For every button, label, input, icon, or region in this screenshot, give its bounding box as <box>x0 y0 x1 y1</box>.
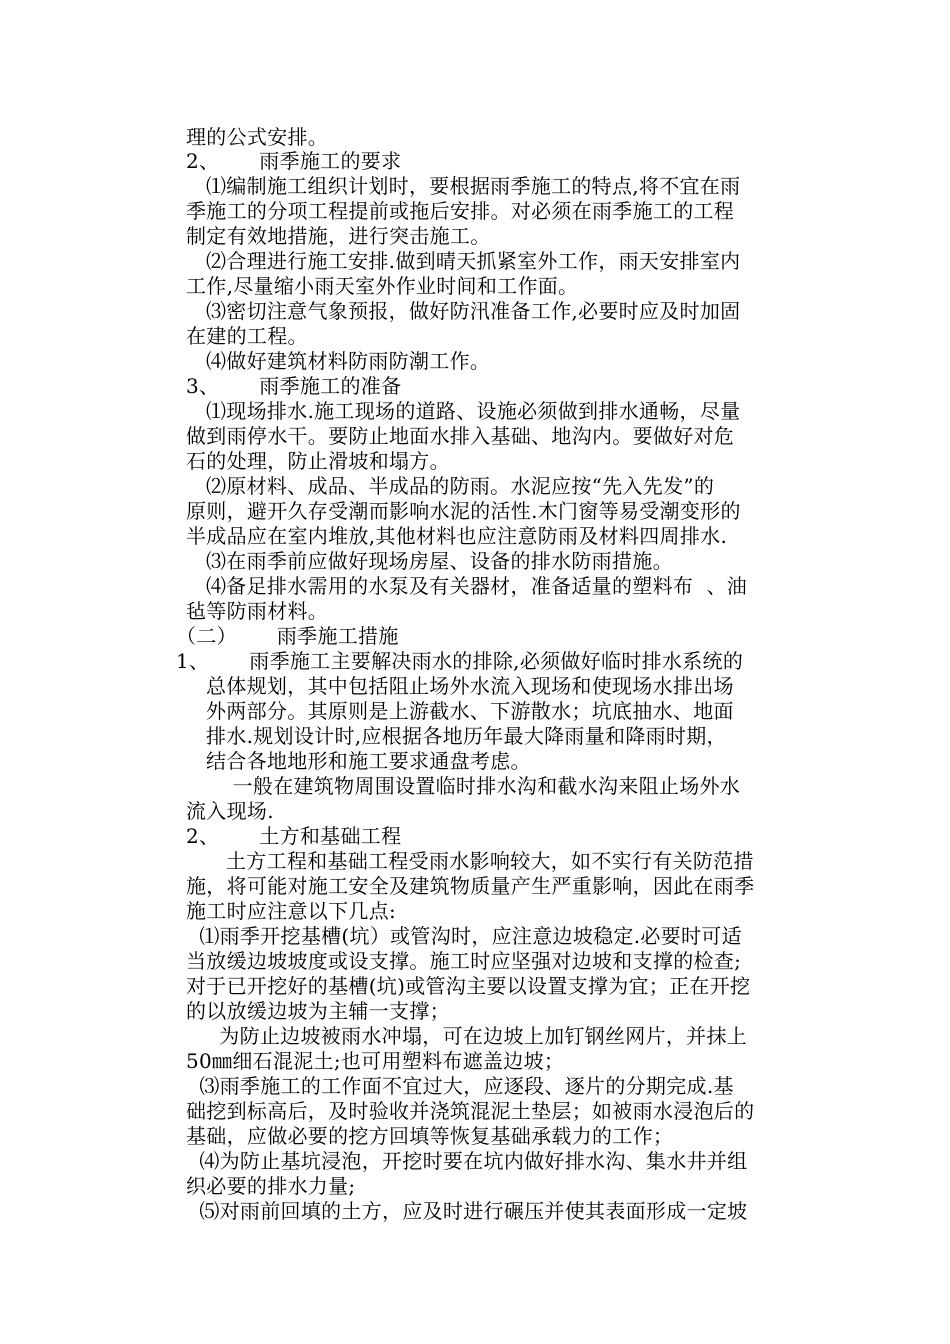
text-line: 为防止边坡被雨水冲塌，可在边坡上加钉钢丝网片，并抹上 <box>186 1024 748 1048</box>
text-line: ⑷做好建筑材料防雨防潮工作。 <box>186 349 491 373</box>
text-line: 半成品应在室内堆放,其他材料也应注意防雨及材料四周排水. <box>186 524 728 548</box>
text-line: 施，将可能对施工安全及建筑物质量产生严重影响，因此在雨季 <box>186 874 755 898</box>
text-line: 施工时应注意以下几点: <box>186 899 397 923</box>
section-heading: 2、 雨季施工的要求 <box>186 149 402 173</box>
text-line: 制定有效地措施，进行突击施工。 <box>186 224 491 248</box>
text-line: 外两部分。其原则是上游截水、下游散水；坑底抽水、地面 <box>206 699 734 723</box>
text-line: ⑵合理进行施工安排.做到晴天抓紧室外工作，雨天安排室内 <box>186 249 741 273</box>
text-line: 土方工程和基础工程受雨水影响较大，如不实行有关防范措 <box>186 849 754 873</box>
text-line: ⑴编制施工组织计划时，要根据雨季施工的特点,将不宜在雨 <box>186 174 741 198</box>
text-line: ⑷为防止基坑浸泡，开挖时要在坑内做好排水沟、集水井并组 <box>186 1149 748 1173</box>
text-line: ⑶密切注意气象预报，做好防汛准备工作,必要时应及时加固 <box>186 299 741 323</box>
text-line: ⑸对雨前回填的土方，应及时进行碾压并使其表面形成一定坡 <box>186 1199 748 1223</box>
text-line: ⑷备足排水需用的水泵及有关器材，准备适量的塑料布 、油 <box>186 574 748 598</box>
text-line: 50㎜细石混泥土;也可用塑料布遮盖边坡； <box>186 1049 565 1073</box>
text-line: 流入现场. <box>186 799 274 823</box>
text-line: 做到雨停水干。要防止地面水排入基础、地沟内。要做好对危 <box>186 424 735 448</box>
section-heading: 2、 土方和基础工程 <box>186 824 402 848</box>
text-line: 排水.规划设计时,应根据各地历年最大降雨量和降雨时期， <box>206 724 727 748</box>
text-line: 础挖到标高后，及时验收并浇筑混泥土垫层；如被雨水浸泡后的 <box>186 1099 755 1123</box>
text-line: ⑴雨季开挖基槽(坑）或管沟时，应注意边坡稳定.必要时可适 <box>186 924 742 948</box>
text-line: 理的公式安排。 <box>186 125 329 149</box>
text-line: ⑶在雨季前应做好现场房屋、设备的排水防雨措施。 <box>186 549 673 573</box>
text-line: 结合各地地形和施工要求通盘考虑。 <box>206 749 531 773</box>
section-heading: 3、 雨季施工的准备 <box>186 374 402 398</box>
text-line: 总体规划，其中包括阻止场外水流入现场和使现场水排出场 <box>206 674 734 698</box>
text-line: 工作,尽量缩小雨天室外作业时间和工作面。 <box>186 274 579 298</box>
text-line: 的以放缓边坡为主辅一支撑； <box>186 999 450 1023</box>
text-line: 1、 雨季施工主要解决雨水的排除,必须做好临时排水系统的 <box>176 649 744 673</box>
text-line: 毡等防雨材料。 <box>186 599 329 623</box>
text-line: ⑴现场排水.施工现场的道路、设施必须做到排水通畅，尽量 <box>186 399 741 423</box>
text-line: 季施工的分项工程提前或拖后安排。对必须在雨季施工的工程 <box>186 199 735 223</box>
text-line: 石的处理，防止滑坡和塌方。 <box>186 449 450 473</box>
text-line: 当放缓边坡坡度或设支撑。施工时应坚强对边坡和支撑的检查; <box>186 949 742 973</box>
text-line: ⑵原材料、成品、半成品的防雨。水泥应按“先入先发”的 <box>186 474 715 498</box>
text-line: 织必要的排水力量; <box>186 1174 356 1198</box>
text-line: 原则，避开久存受潮而影响水泥的活性.木门窗等易受潮变形的 <box>186 499 741 523</box>
text-line: ⑶雨季施工的工作面不宜过大，应逐段、逐片的分期完成.基 <box>186 1074 734 1098</box>
section-heading: （二） 雨季施工措施 <box>176 624 399 648</box>
text-line: 基础，应做必要的挖方回填等恢复基础承载力的工作； <box>186 1124 674 1148</box>
text-line: 一般在建筑物周围设置临时排水沟和截水沟来阻止场外水 <box>186 774 741 798</box>
text-line: 对于已开挖好的基槽(坑)或管沟主要以设置支撑为宜；正在开挖 <box>186 974 751 998</box>
text-line: 在建的工程。 <box>186 324 308 348</box>
